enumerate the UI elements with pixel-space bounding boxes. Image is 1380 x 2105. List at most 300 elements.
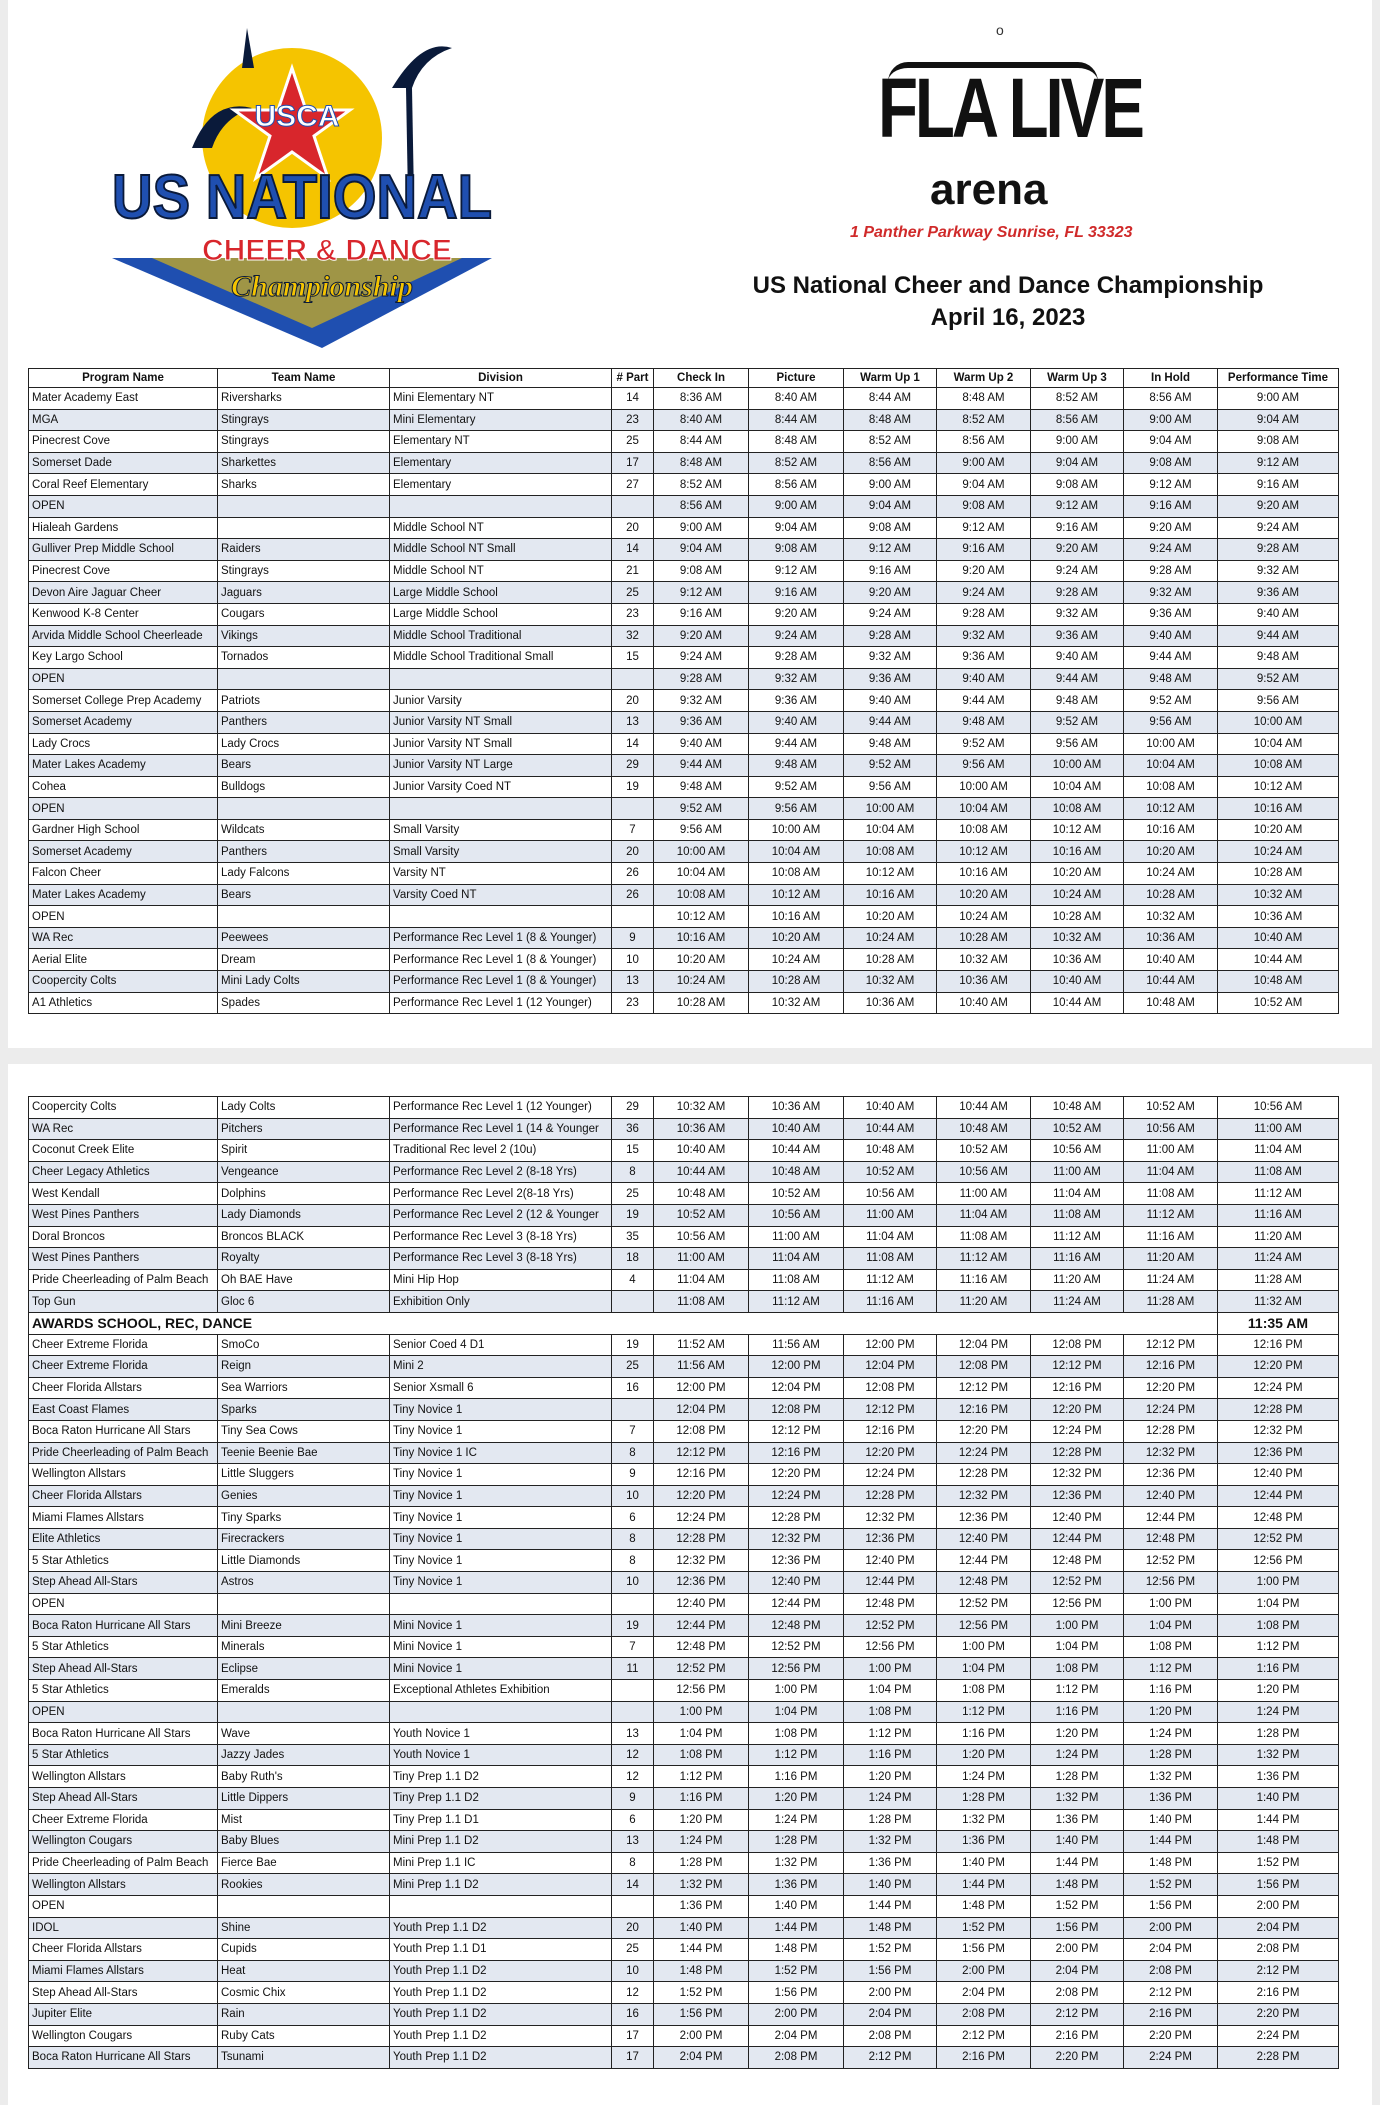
table-cell: 9:00 AM xyxy=(749,495,844,517)
table-row xyxy=(29,1097,1339,1119)
table-cell: 12:20 PM xyxy=(1124,1377,1218,1399)
table-cell: 9:36 AM xyxy=(749,690,844,712)
table-cell: 10:40 AM xyxy=(844,1097,937,1119)
table-cell: 1:04 PM xyxy=(654,1723,749,1745)
table-cell: 1:08 PM xyxy=(937,1680,1031,1702)
table-cell: 4 xyxy=(612,1269,654,1291)
table-cell: 9:24 AM xyxy=(1124,539,1218,561)
table-cell: 10:36 AM xyxy=(1218,906,1339,928)
table-cell: Youth Prep 1.1 D2 xyxy=(390,2047,612,2069)
table-cell: 12:32 PM xyxy=(1031,1464,1124,1486)
table-cell: 1:48 PM xyxy=(937,1895,1031,1917)
table-cell: 9:40 AM xyxy=(844,690,937,712)
table-cell: 9:24 AM xyxy=(654,647,749,669)
table-cell: 12 xyxy=(612,1766,654,1788)
table-cell xyxy=(390,1895,612,1917)
table-cell: 12:36 PM xyxy=(1124,1464,1218,1486)
table-cell: Oh BAE Have xyxy=(218,1269,390,1291)
table-cell: 10:08 AM xyxy=(1218,755,1339,777)
table-cell: 9:56 AM xyxy=(654,819,749,841)
table-cell: Elementary xyxy=(390,452,612,474)
table-cell: 1:52 PM xyxy=(749,1960,844,1982)
table-cell: Mini 2 xyxy=(390,1356,612,1378)
table-cell: Dream xyxy=(218,949,390,971)
table-row xyxy=(29,1269,1339,1291)
table-cell: 10:24 AM xyxy=(654,971,749,993)
table-cell: Somerset College Prep Academy xyxy=(29,690,218,712)
table-cell: 10:12 AM xyxy=(749,884,844,906)
table-cell: 10:28 AM xyxy=(654,992,749,1014)
table-cell: 9:52 AM xyxy=(749,776,844,798)
table-cell: 1:36 PM xyxy=(1031,1809,1124,1831)
table-cell: Pride Cheerleading of Palm Beach xyxy=(29,1442,218,1464)
table-cell: OPEN xyxy=(29,798,218,820)
table-cell: 1:28 PM xyxy=(654,1852,749,1874)
table-row xyxy=(29,1334,1339,1356)
table-cell: 12:44 PM xyxy=(1124,1507,1218,1529)
table-cell: East Coast Flames xyxy=(29,1399,218,1421)
table-cell: 1:36 PM xyxy=(937,1831,1031,1853)
table-cell: Doral Broncos xyxy=(29,1226,218,1248)
table-cell: 12:24 PM xyxy=(937,1442,1031,1464)
table-cell: 11:00 AM xyxy=(937,1183,1031,1205)
table-row xyxy=(29,495,1339,517)
table-cell: 2:04 PM xyxy=(1218,1917,1339,1939)
table-cell: Pinecrest Cove xyxy=(29,560,218,582)
table-cell: Step Ahead All-Stars xyxy=(29,1658,218,1680)
table-cell: 9:00 AM xyxy=(844,474,937,496)
table-cell: 13 xyxy=(612,1723,654,1745)
table-cell: 9:08 AM xyxy=(1124,452,1218,474)
table-cell: 11:16 AM xyxy=(1218,1204,1339,1226)
table-cell: 12:36 PM xyxy=(654,1572,749,1594)
table-cell: 9:40 AM xyxy=(654,733,749,755)
table-cell: 11:04 AM xyxy=(1218,1140,1339,1162)
table-cell: 23 xyxy=(612,409,654,431)
table-cell: Mini Novice 1 xyxy=(390,1636,612,1658)
table-cell: 10:16 AM xyxy=(1124,819,1218,841)
table-cell: 19 xyxy=(612,1334,654,1356)
table-cell: 10:20 AM xyxy=(1218,819,1339,841)
table-cell: Coopercity Colts xyxy=(29,1097,218,1119)
table-cell: 1:12 PM xyxy=(1124,1658,1218,1680)
table-cell: 9:40 AM xyxy=(749,711,844,733)
table-cell: 2:08 PM xyxy=(1124,1960,1218,1982)
table-row xyxy=(29,1248,1339,1270)
logo-script-text: Championship xyxy=(231,270,413,303)
table-cell: Gardner High School xyxy=(29,819,218,841)
table-cell: 12:56 PM xyxy=(937,1615,1031,1637)
table-cell: 14 xyxy=(612,539,654,561)
table-cell: 14 xyxy=(612,733,654,755)
table-cell: 9:44 AM xyxy=(1124,647,1218,669)
table-cell: 10:12 AM xyxy=(1218,776,1339,798)
table-cell: 8:56 AM xyxy=(1031,409,1124,431)
table-cell: Lady Diamonds xyxy=(218,1204,390,1226)
table-cell: 1:36 PM xyxy=(844,1852,937,1874)
table-cell: Youth Novice 1 xyxy=(390,1744,612,1766)
table-cell: Performance Rec Level 1 (12 Younger) xyxy=(390,1097,612,1119)
table-row xyxy=(29,603,1339,625)
table-cell: 9:20 AM xyxy=(844,582,937,604)
table-cell: Cupids xyxy=(218,1939,390,1961)
col-header: Warm Up 2 xyxy=(937,369,1031,388)
table-cell: 9:12 AM xyxy=(654,582,749,604)
table-cell: 9:36 AM xyxy=(1031,625,1124,647)
table-cell: 8 xyxy=(612,1528,654,1550)
table-cell: 9:20 AM xyxy=(749,603,844,625)
table-cell: 11:00 AM xyxy=(1124,1140,1218,1162)
table-cell: 6 xyxy=(612,1507,654,1529)
table-cell: 1:16 PM xyxy=(1218,1658,1339,1680)
table-cell: Jazzy Jades xyxy=(218,1744,390,1766)
table-cell: 9:12 AM xyxy=(749,560,844,582)
table-cell xyxy=(612,798,654,820)
table-cell: Lady Crocs xyxy=(29,733,218,755)
table-cell: 9:24 AM xyxy=(1218,517,1339,539)
table-cell: 13 xyxy=(612,1831,654,1853)
table-cell: SmoCo xyxy=(218,1334,390,1356)
table-cell: 1:08 PM xyxy=(749,1723,844,1745)
table-cell: Cheer Extreme Florida xyxy=(29,1334,218,1356)
table-cell: 10:16 AM xyxy=(1031,841,1124,863)
table-cell: 9:56 AM xyxy=(1218,690,1339,712)
table-cell: 9:48 AM xyxy=(1124,668,1218,690)
table-cell: 12:48 PM xyxy=(749,1615,844,1637)
table-cell: 10:48 AM xyxy=(1031,1097,1124,1119)
table-cell: 12:24 PM xyxy=(1031,1420,1124,1442)
table-cell: Mini Breeze xyxy=(218,1615,390,1637)
table-cell: Pinecrest Cove xyxy=(29,431,218,453)
table-cell: 2:00 PM xyxy=(1031,1939,1124,1961)
table-cell: 1:12 PM xyxy=(1031,1680,1124,1702)
table-cell: Somerset Dade xyxy=(29,452,218,474)
table-cell: Performance Rec Level 1 (14 & Younger xyxy=(390,1118,612,1140)
table-cell: 11:16 AM xyxy=(1124,1226,1218,1248)
schedule-table-2 xyxy=(28,1096,1339,2069)
awards-label: AWARDS SCHOOL, REC, DANCE xyxy=(29,1312,1218,1334)
table-cell: 1:44 PM xyxy=(749,1917,844,1939)
table-cell: 9:40 AM xyxy=(1124,625,1218,647)
table-cell: 9:12 AM xyxy=(1218,452,1339,474)
table-cell: 8:40 AM xyxy=(654,409,749,431)
table-cell: 9:16 AM xyxy=(1218,474,1339,496)
table-cell: 1:00 PM xyxy=(1031,1615,1124,1637)
table-row xyxy=(29,1723,1339,1745)
table-cell: 9:12 AM xyxy=(1124,474,1218,496)
table-cell: 10:04 AM xyxy=(1218,733,1339,755)
table-cell: 12:24 PM xyxy=(654,1507,749,1529)
table-cell: Genies xyxy=(218,1485,390,1507)
table-cell: Spades xyxy=(218,992,390,1014)
table-cell: 10:24 AM xyxy=(749,949,844,971)
table-cell: 12:04 PM xyxy=(937,1334,1031,1356)
table-cell: Jaguars xyxy=(218,582,390,604)
table-cell: Performance Rec Level 1 (8 & Younger) xyxy=(390,971,612,993)
table-cell: OPEN xyxy=(29,1701,218,1723)
table-cell: 10:08 AM xyxy=(1031,798,1124,820)
table-cell: Coopercity Colts xyxy=(29,971,218,993)
table-cell: Youth Prep 1.1 D2 xyxy=(390,2003,612,2025)
table-cell: 9:32 AM xyxy=(749,668,844,690)
table-cell: 12:56 PM xyxy=(844,1636,937,1658)
col-header: Performance Time xyxy=(1218,369,1339,388)
table-cell: 1:32 PM xyxy=(1124,1766,1218,1788)
table-cell: 1:12 PM xyxy=(654,1766,749,1788)
table-cell xyxy=(218,1701,390,1723)
table-cell: Cheer Florida Allstars xyxy=(29,1485,218,1507)
table-cell: 10:24 AM xyxy=(1218,841,1339,863)
table-cell: 10:32 AM xyxy=(1218,884,1339,906)
table-row xyxy=(29,1356,1339,1378)
table-cell: 12:40 PM xyxy=(1124,1485,1218,1507)
table-cell: Elementary NT xyxy=(390,431,612,453)
table-row xyxy=(29,863,1339,885)
logo-sub-text: CHEER & DANCE xyxy=(202,234,452,267)
table-row xyxy=(29,992,1339,1014)
table-cell: 2:08 PM xyxy=(749,2047,844,2069)
table-cell: Middle School NT Small xyxy=(390,539,612,561)
table-cell: 1:56 PM xyxy=(844,1960,937,1982)
table-cell: 1:00 PM xyxy=(654,1701,749,1723)
table-cell: Step Ahead All-Stars xyxy=(29,1572,218,1594)
table-cell: 10:08 AM xyxy=(654,884,749,906)
table-row xyxy=(29,690,1339,712)
table-cell xyxy=(218,1895,390,1917)
table-cell: 10:52 AM xyxy=(1031,1118,1124,1140)
table-cell: 1:32 PM xyxy=(1218,1744,1339,1766)
table-cell: 9:32 AM xyxy=(654,690,749,712)
table-cell: Junior Varsity NT Large xyxy=(390,755,612,777)
table-cell: 1:52 PM xyxy=(1218,1852,1339,1874)
table-cell: 10:28 AM xyxy=(1031,906,1124,928)
table-cell: Jupiter Elite xyxy=(29,2003,218,2025)
table-cell: 1:36 PM xyxy=(1218,1766,1339,1788)
table-cell: 8:40 AM xyxy=(749,388,844,410)
table-cell: 16 xyxy=(612,2003,654,2025)
table-cell xyxy=(390,668,612,690)
logo-usca-text: USCA xyxy=(254,100,340,133)
table-cell: 1:44 PM xyxy=(1218,1809,1339,1831)
table-cell: 10:20 AM xyxy=(654,949,749,971)
table-row xyxy=(29,560,1339,582)
table-cell: Small Varsity xyxy=(390,841,612,863)
table-cell: 12:52 PM xyxy=(654,1658,749,1680)
table-cell: 11:16 AM xyxy=(844,1291,937,1313)
table-cell: Varsity Coed NT xyxy=(390,884,612,906)
table-cell: Miami Flames Allstars xyxy=(29,1960,218,1982)
table-row xyxy=(29,841,1339,863)
table-cell: 1:16 PM xyxy=(749,1766,844,1788)
table-cell: 8:56 AM xyxy=(654,495,749,517)
table-cell: 8:48 AM xyxy=(749,431,844,453)
table-cell: 10:16 AM xyxy=(937,863,1031,885)
table-cell: 9:44 AM xyxy=(844,711,937,733)
table-cell: 1:20 PM xyxy=(654,1809,749,1831)
table-cell: Rain xyxy=(218,2003,390,2025)
table-cell: Tiny Novice 1 xyxy=(390,1507,612,1529)
table-row xyxy=(29,539,1339,561)
table-row xyxy=(29,1831,1339,1853)
table-cell: 10:08 AM xyxy=(749,863,844,885)
table-cell: 19 xyxy=(612,776,654,798)
table-cell: 5 Star Athletics xyxy=(29,1550,218,1572)
table-row xyxy=(29,1701,1339,1723)
table-cell: Tiny Prep 1.1 D2 xyxy=(390,1788,612,1810)
table-cell: 10:56 AM xyxy=(844,1183,937,1205)
table-row xyxy=(29,1874,1339,1896)
table-cell: 9:08 AM xyxy=(844,517,937,539)
table-cell: Little Diamonds xyxy=(218,1550,390,1572)
table-cell: Middle School NT xyxy=(390,560,612,582)
table-cell: 9 xyxy=(612,1464,654,1486)
table-cell: 14 xyxy=(612,1874,654,1896)
table-cell: WA Rec xyxy=(29,1118,218,1140)
table-cell: 10:56 AM xyxy=(654,1226,749,1248)
table-cell: 10:32 AM xyxy=(1031,927,1124,949)
table-cell: Broncos BLACK xyxy=(218,1226,390,1248)
table-row xyxy=(29,927,1339,949)
table-cell: 1:08 PM xyxy=(654,1744,749,1766)
table-cell: 12:56 PM xyxy=(1218,1550,1339,1572)
table-cell: 9:00 AM xyxy=(654,517,749,539)
table-row xyxy=(29,625,1339,647)
table-cell: 10:56 AM xyxy=(937,1161,1031,1183)
table-cell: 9:20 AM xyxy=(654,625,749,647)
table-cell: Astros xyxy=(218,1572,390,1594)
table-cell: 12:12 PM xyxy=(1124,1334,1218,1356)
table-row xyxy=(29,1291,1339,1313)
table-cell: 9:44 AM xyxy=(1218,625,1339,647)
table-cell: 26 xyxy=(612,884,654,906)
table-cell: 12:20 PM xyxy=(1218,1356,1339,1378)
table-cell: 12:28 PM xyxy=(937,1464,1031,1486)
table-cell: Youth Prep 1.1 D1 xyxy=(390,1939,612,1961)
table-cell: 10:32 AM xyxy=(1124,906,1218,928)
table-cell: 9:36 AM xyxy=(1124,603,1218,625)
table-cell: 1:28 PM xyxy=(1218,1723,1339,1745)
col-header: Division xyxy=(390,369,612,388)
table-cell: 12:16 PM xyxy=(654,1464,749,1486)
table-cell: 1:48 PM xyxy=(654,1960,749,1982)
table-cell: 1:28 PM xyxy=(937,1788,1031,1810)
table-cell: 10:44 AM xyxy=(937,1097,1031,1119)
table-cell: Mist xyxy=(218,1809,390,1831)
table-cell: 11:12 AM xyxy=(937,1248,1031,1270)
table-cell: 2:04 PM xyxy=(1124,1939,1218,1961)
table-cell: Panthers xyxy=(218,711,390,733)
table-cell: 10:24 AM xyxy=(1124,863,1218,885)
table-cell: Mini Hip Hop xyxy=(390,1269,612,1291)
table-cell: 9:16 AM xyxy=(844,560,937,582)
table-cell: Bears xyxy=(218,884,390,906)
table-cell: 9:48 AM xyxy=(749,755,844,777)
table-cell: Sea Warriors xyxy=(218,1377,390,1399)
table-cell: Pride Cheerleading of Palm Beach xyxy=(29,1269,218,1291)
table-cell: Boca Raton Hurricane All Stars xyxy=(29,1723,218,1745)
col-header: Picture xyxy=(749,369,844,388)
table-cell: 9:16 AM xyxy=(1124,495,1218,517)
table-cell: 1:24 PM xyxy=(654,1831,749,1853)
table-cell: 15 xyxy=(612,647,654,669)
table-row xyxy=(29,474,1339,496)
table-cell: Raiders xyxy=(218,539,390,561)
table-cell: 10:44 AM xyxy=(1031,992,1124,1014)
table-cell: Sharkettes xyxy=(218,452,390,474)
table-cell: 10:32 AM xyxy=(844,971,937,993)
table-cell: 8:44 AM xyxy=(654,431,749,453)
table-cell: Boca Raton Hurricane All Stars xyxy=(29,1420,218,1442)
table-cell: 9:48 AM xyxy=(937,711,1031,733)
table-cell: Exceptional Athletes Exhibition xyxy=(390,1680,612,1702)
table-cell: 9:08 AM xyxy=(1218,431,1339,453)
table-cell: 12:36 PM xyxy=(844,1528,937,1550)
table-cell: Tiny Sparks xyxy=(218,1507,390,1529)
table-cell: Mini Lady Colts xyxy=(218,971,390,993)
table-cell: 12:56 PM xyxy=(1124,1572,1218,1594)
table-cell: 7 xyxy=(612,819,654,841)
table-cell: 12:56 PM xyxy=(1031,1593,1124,1615)
table-cell: 1:12 PM xyxy=(844,1723,937,1745)
table-cell: 11:56 AM xyxy=(749,1334,844,1356)
table-cell: Shine xyxy=(218,1917,390,1939)
table-cell: Step Ahead All-Stars xyxy=(29,1788,218,1810)
table-cell: 1:24 PM xyxy=(844,1788,937,1810)
table-row xyxy=(29,582,1339,604)
table-cell: 12:00 PM xyxy=(844,1334,937,1356)
table-cell: 12:52 PM xyxy=(749,1636,844,1658)
table-cell: 9:44 AM xyxy=(654,755,749,777)
table-cell: 10:20 AM xyxy=(844,906,937,928)
table-cell: 12:32 PM xyxy=(844,1507,937,1529)
table-cell: 10:52 AM xyxy=(937,1140,1031,1162)
table-cell: 10:56 AM xyxy=(749,1204,844,1226)
table-cell: 1:08 PM xyxy=(1124,1636,1218,1658)
awards-row xyxy=(29,1312,1339,1334)
table-cell: Top Gun xyxy=(29,1291,218,1313)
table-cell: Tiny Prep 1.1 D2 xyxy=(390,1766,612,1788)
table-cell: 10:20 AM xyxy=(1031,863,1124,885)
table-cell: Royalty xyxy=(218,1248,390,1270)
table-cell: 1:24 PM xyxy=(749,1809,844,1831)
table-cell: 11:24 AM xyxy=(1031,1291,1124,1313)
table-cell: 12:28 PM xyxy=(1031,1442,1124,1464)
table-cell: 11:00 AM xyxy=(1218,1118,1339,1140)
table-cell: 12:08 PM xyxy=(1031,1334,1124,1356)
table-cell: West Pines Panthers xyxy=(29,1204,218,1226)
table-cell: 10:20 AM xyxy=(937,884,1031,906)
table-cell: Cheer Legacy Athletics xyxy=(29,1161,218,1183)
table-cell: 10:20 AM xyxy=(1124,841,1218,863)
table-cell: Exhibition Only xyxy=(390,1291,612,1313)
table-cell: 1:48 PM xyxy=(1218,1831,1339,1853)
table-cell: 9:00 AM xyxy=(1218,388,1339,410)
table-cell: 11:56 AM xyxy=(654,1356,749,1378)
table-cell: 11:00 AM xyxy=(1031,1161,1124,1183)
table-cell: 10:08 AM xyxy=(1124,776,1218,798)
table-cell: 1:36 PM xyxy=(749,1874,844,1896)
table-cell: Wave xyxy=(218,1723,390,1745)
table-cell: Wellington Cougars xyxy=(29,2025,218,2047)
table-cell: 1:12 PM xyxy=(749,1744,844,1766)
table-cell: 10:52 AM xyxy=(654,1204,749,1226)
table-cell: 10:36 AM xyxy=(844,992,937,1014)
table-cell: 12:28 PM xyxy=(654,1528,749,1550)
table-cell: 11:12 AM xyxy=(1124,1204,1218,1226)
table-cell: 10:36 AM xyxy=(1124,927,1218,949)
table-cell: 10 xyxy=(612,949,654,971)
table-cell: 2:20 PM xyxy=(1218,2003,1339,2025)
